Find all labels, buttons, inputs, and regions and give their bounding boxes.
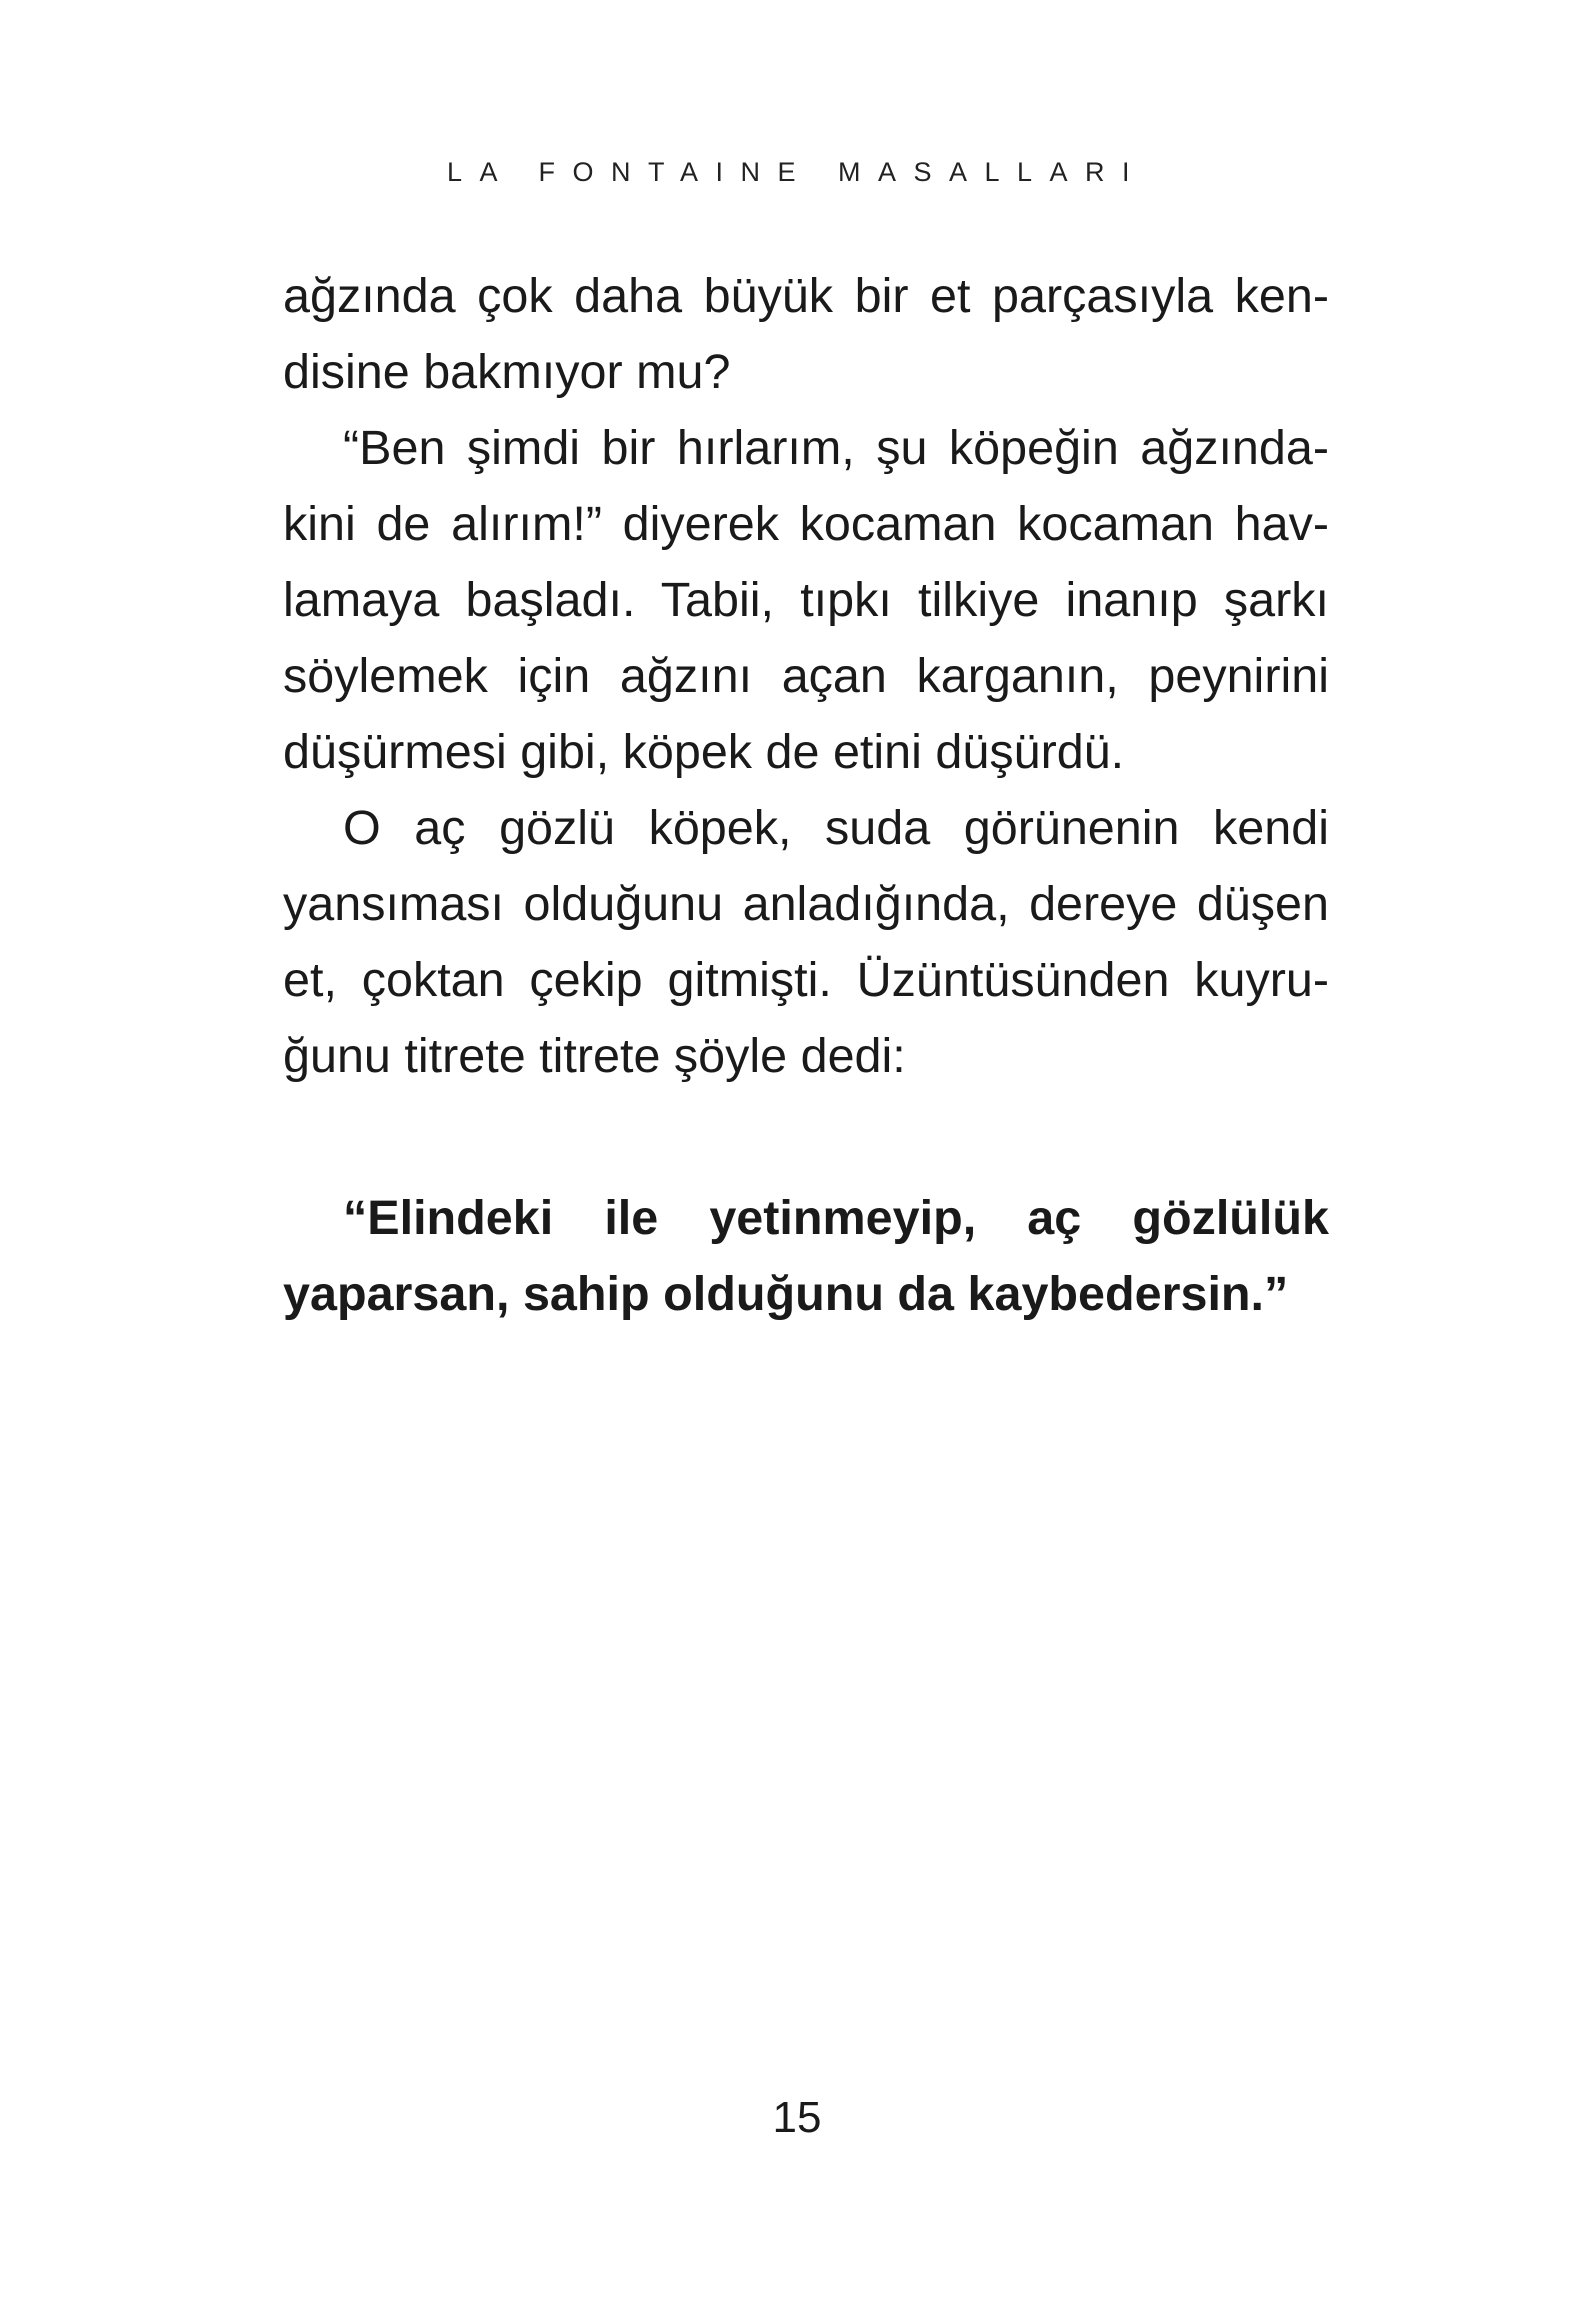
moral-line: yaparsan, sahip olduğunu da kaybedersin.” bbox=[283, 1267, 1289, 1321]
text-line: söylemek için ağzını açan karganın, peynirini bbox=[283, 649, 1329, 703]
text-line: ağzında çok daha büyük bir et parçasıyla ken- bbox=[283, 269, 1329, 323]
page-number: 15 bbox=[772, 2093, 822, 2142]
text-line: O aç gözlü köpek, suda görünenin kendi bbox=[343, 801, 1329, 855]
moral-paragraph bbox=[283, 1180, 1329, 1332]
text-line: disine bakmıyor mu? bbox=[283, 345, 731, 399]
running-header: LA FONTAINE MASALLARI bbox=[446, 157, 1148, 187]
paragraph-spacer bbox=[283, 1094, 1329, 1180]
text-line: kini de alırım!” diyerek kocaman kocaman hav- bbox=[283, 497, 1329, 551]
text-line: ğunu titrete titrete şöyle dedi: bbox=[283, 1029, 906, 1083]
moral-line: “Elindeki ile yetinmeyip, aç gözlülük bbox=[343, 1191, 1329, 1245]
text-line: lamaya başladı. Tabii, tıpkı tilkiye inanıp şarkı bbox=[283, 573, 1329, 627]
text-line: “Ben şimdi bir hırlarım, şu köpeğin ağzında- bbox=[343, 421, 1329, 475]
text-line: et, çoktan çekip gitmişti. Üzüntüsünden kuyru- bbox=[283, 953, 1329, 1007]
text-line: yansıması olduğunu anladığında, dereye düşen bbox=[283, 877, 1329, 931]
paragraph bbox=[283, 790, 1329, 1094]
paragraph bbox=[283, 258, 1329, 410]
paragraph bbox=[283, 410, 1329, 790]
body-text bbox=[283, 258, 1329, 1332]
text-line: düşürmesi gibi, köpek de etini düşürdü. bbox=[283, 725, 1125, 779]
